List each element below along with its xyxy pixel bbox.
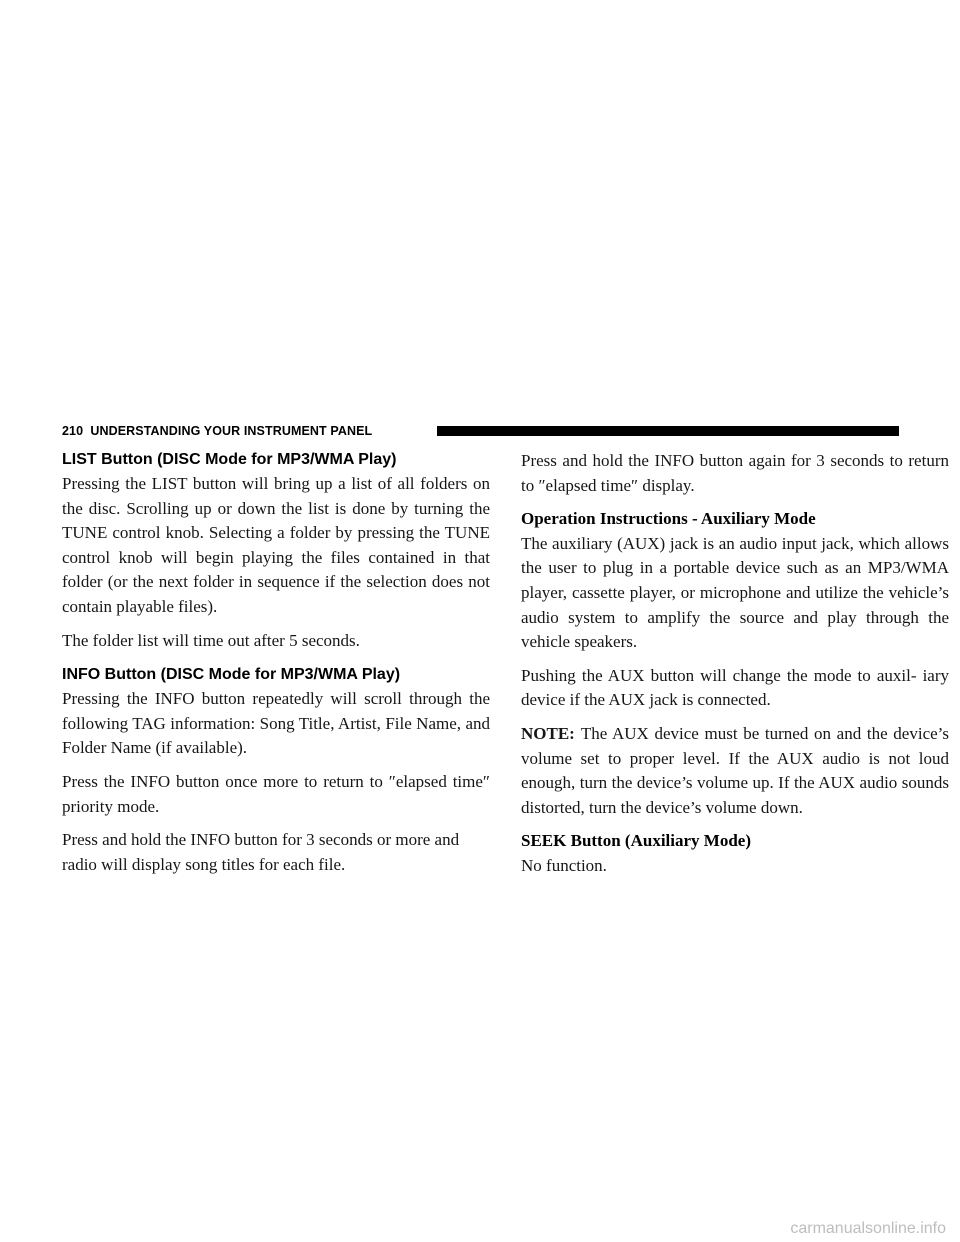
list-button-heading: LIST Button (DISC Mode for MP3/WMA Play) xyxy=(62,451,397,468)
seek-paragraph: No function. xyxy=(521,855,607,875)
info-paragraph-3: Press and hold the INFO button for 3 seconds or more and radio will display song titles for each file. xyxy=(62,830,460,874)
info-paragraph-1: Pressing the INFO button repeatedly will scroll through the following TAG information: Song Title, Artist, File Name, and Folder Name (if available). xyxy=(62,689,490,758)
info-button-heading: INFO Button (DISC Mode for MP3/WMA Play) xyxy=(62,666,401,684)
header-text xyxy=(62,424,372,438)
info-paragraph-4: Press and hold the INFO button again for 3 seconds to return to ″elapsed time″ display. xyxy=(521,451,949,495)
page-header xyxy=(62,424,899,438)
note-paragraph xyxy=(521,722,949,820)
left-column xyxy=(62,449,490,886)
watermark: carmanualsonline.info xyxy=(790,1220,946,1237)
page-number: 210 xyxy=(62,424,84,438)
info-paragraph-2: Press the INFO button once more to return to ″elapsed time″ priority mode. xyxy=(62,771,490,816)
seek-button-heading: SEEK Button (Auxiliary Mode) xyxy=(521,831,751,851)
header-rule xyxy=(437,426,899,436)
aux-paragraph-1: The auxiliary (AUX) jack is an audio input jack, which allows the user to plug in a portable device such as an MP3/WMA player, cassette player, or microphone and utilize the vehicle’s audio system to amplify the source and play through the vehicle speakers. xyxy=(521,533,949,652)
right-column xyxy=(521,449,949,888)
section-title: UNDERSTANDING YOUR INSTRUMENT PANEL xyxy=(90,424,373,438)
aux-mode-heading: Operation Instructions - Auxiliary Mode xyxy=(521,509,816,529)
list-paragraph-1: Pressing the LIST button will bring up a list of all folders on the disc. Scrolling up or down the list is done by turning the TUNE control knob. Selecting a folder by pressing the TUNE control knob will begin playing the files contained in that folder (or the next folder in sequence if the selection does not contain playable files). xyxy=(62,474,490,616)
aux-paragraph-2: Pushing the AUX button will change the mode to auxil- iary device if the AUX jack is connected. xyxy=(521,665,949,710)
note-label: NOTE: xyxy=(521,723,575,743)
list-paragraph-2: The folder list will time out after 5 seconds. xyxy=(62,630,360,650)
note-text: The AUX device must be turned on and the device’s volume set to proper level. If the AUX audio is not loud enough, turn the device’s volume up. If the AUX audio sounds distorted, turn the device’s volume down. xyxy=(521,723,949,817)
